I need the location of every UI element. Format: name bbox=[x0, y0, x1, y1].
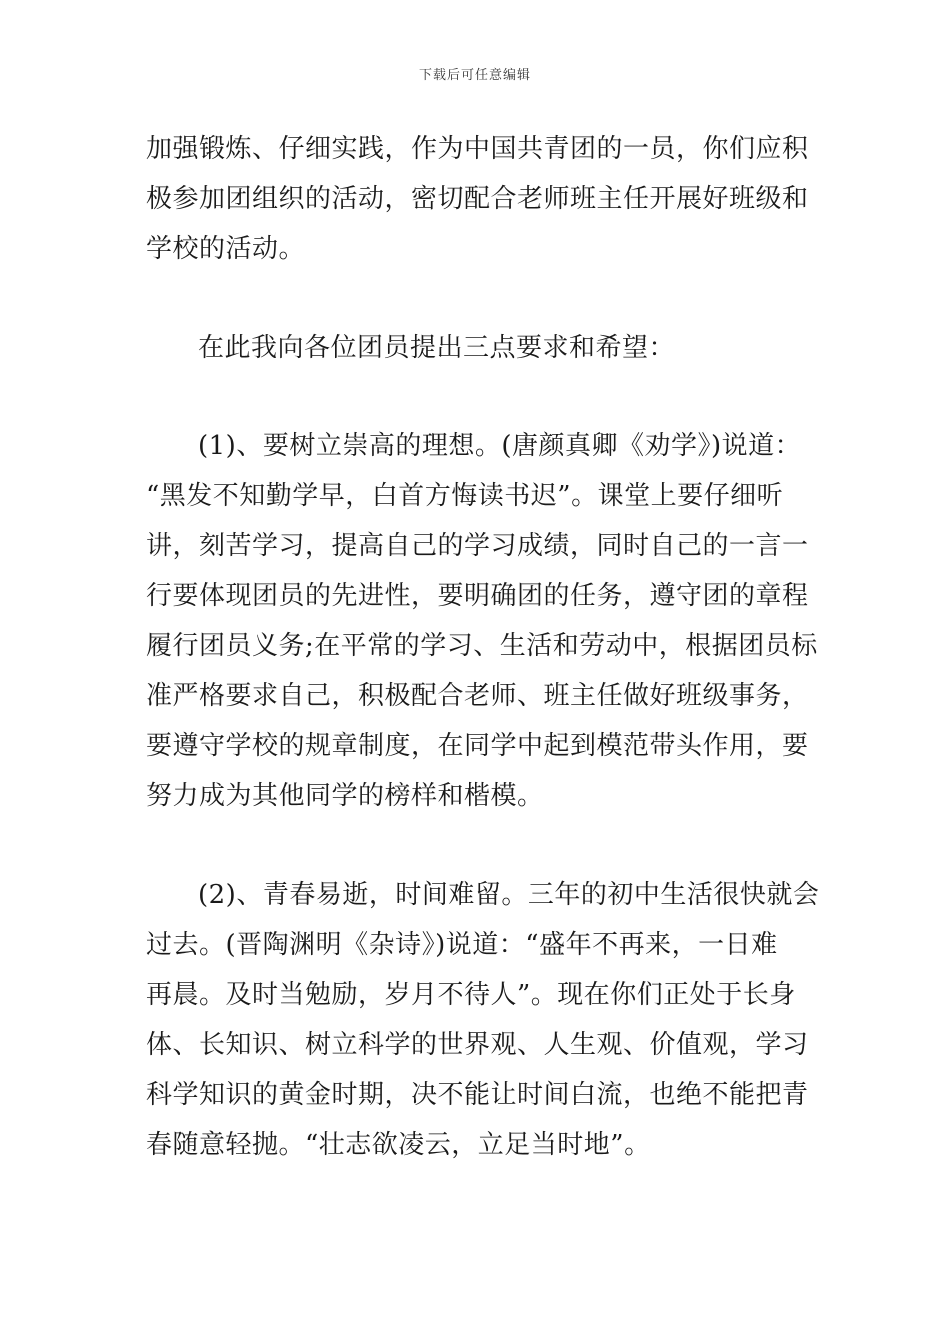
text-line: 准严格要求自己，积极配合老师、班主任做好班级事务， bbox=[146, 681, 809, 711]
text-line: 科学知识的黄金时期，决不能让时间白流，也绝不能把青 bbox=[146, 1080, 809, 1110]
paragraph-1 bbox=[146, 124, 816, 274]
text-line: 努力成为其他同学的榜样和楷模。 bbox=[146, 781, 544, 811]
text-line: 行要体现团员的先进性，要明确团的任务，遵守团的章程 bbox=[146, 581, 809, 611]
text-line: 再晨。及时当勉励，岁月不待人”。现在你们正处于长身 bbox=[146, 980, 796, 1010]
text-line: 春随意轻抛。“壮志欲凌云，立足当时地”。 bbox=[146, 1130, 651, 1160]
text-line: 讲，刻苦学习，提高自己的学习成绩，同时自己的一言一 bbox=[146, 531, 809, 561]
text-line: 在此我向各位团员提出三点要求和希望： bbox=[198, 333, 676, 363]
text-line: 要遵守学校的规章制度，在同学中起到模范带头作用，要 bbox=[146, 731, 809, 761]
text-line: 极参加团组织的活动，密切配合老师班主任开展好班级和 bbox=[146, 184, 809, 214]
text-line: (2)、青春易逝，时间难留。三年的初中生活很快就会 bbox=[198, 880, 820, 910]
text-line: 过去。(晋陶渊明《杂诗》)说道：“盛年不再来，一日难 bbox=[146, 930, 778, 960]
text-line: 学校的活动。 bbox=[146, 234, 306, 264]
text-line: (1)、要树立崇高的理想。(唐颜真卿《劝学》)说道： bbox=[198, 431, 802, 461]
page-header: 下载后可任意编辑 bbox=[418, 68, 531, 83]
paragraph-3 bbox=[146, 421, 816, 821]
paragraph-4 bbox=[146, 870, 820, 1170]
paragraph-2 bbox=[146, 323, 816, 373]
text-line: 体、长知识、树立科学的世界观、人生观、价值观，学习 bbox=[146, 1030, 809, 1060]
text-line: “黑发不知勤学早，白首方悔读书迟”。课堂上要仔细听 bbox=[146, 481, 784, 511]
text-line: 加强锻炼、仔细实践，作为中国共青团的一员，你们应积 bbox=[146, 134, 809, 164]
text-line: 履行团员义务;在平常的学习、生活和劳动中，根据团员标 bbox=[146, 631, 818, 661]
